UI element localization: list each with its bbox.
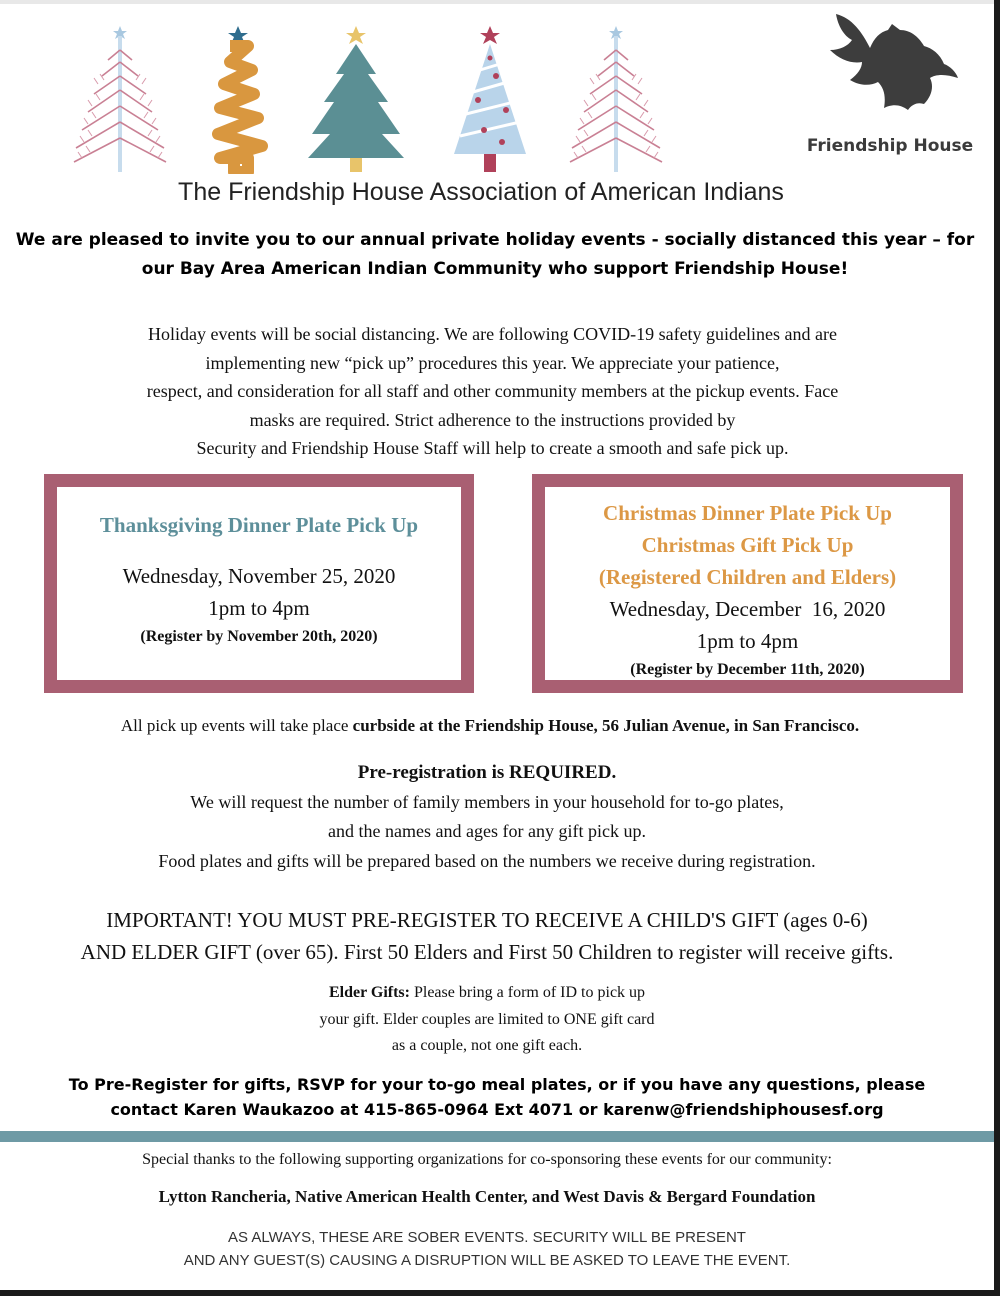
intro-line: respect, and consideration for all staff and other community members at the pickup events. Face <box>146 381 839 401</box>
preregistration-section <box>0 758 974 876</box>
preregistration-line: Food plates and gifts will be prepared based on the numbers we receive during registration. <box>158 850 816 871</box>
pink-feather-tree-icon <box>64 22 176 174</box>
location-line <box>0 716 980 736</box>
christmas-time: 1pm to 4pm <box>696 629 799 653</box>
christmas-title-line: (Registered Children and Elders) <box>598 565 897 589</box>
christmas-trees-illustration <box>60 22 800 180</box>
preregistration-required: Pre-registration is REQUIRED. <box>357 762 617 783</box>
invitation-line: We are pleased to invite you to our annual private holiday events - socially distanced this year – for <box>15 230 975 250</box>
intro-line: Security and Friendship House Staff will help to create a smooth and safe pick up. <box>196 438 789 458</box>
pink-feather-tree-icon <box>560 22 672 174</box>
special-thanks: Special thanks to the following supporting organizations for co-sponsoring these events for our community: <box>142 1151 832 1168</box>
elder-gifts-note <box>200 980 774 1060</box>
elder-gifts-line: as a couple, not one gift each. <box>391 1037 583 1054</box>
right-border <box>994 0 1000 1296</box>
location-prefix: All pick up events will take place <box>120 716 353 735</box>
sober-line: AND ANY GUEST(S) CAUSING A DISRUPTION WILL BE ASKED TO LEAVE THE EVENT. <box>183 1252 791 1269</box>
christmas-title-line: Christmas Dinner Plate Pick Up <box>603 501 892 525</box>
blue-star-tree-icon <box>440 22 540 174</box>
christmas-register-deadline: (Register by December 11th, 2020) <box>630 661 865 678</box>
invitation-heading <box>0 226 990 284</box>
teal-tree-icon <box>300 22 412 174</box>
elder-gifts-label: Elder Gifts: <box>328 984 410 1001</box>
sponsors-list: Lytton Rancheria, Native American Health Center, and West Davis & Bergard Foundation <box>158 1187 816 1206</box>
bottom-border <box>0 1290 1000 1296</box>
top-border <box>0 0 1000 4</box>
christmas-date: Wednesday, December 16, 2020 <box>609 597 886 621</box>
intro-line: masks are required. Strict adherence to the instructions provided by <box>249 409 736 430</box>
preregistration-line: and the names and ages for any gift pick up. <box>328 821 646 841</box>
thanksgiving-title: Thanksgiving Dinner Plate Pick Up <box>99 513 419 537</box>
christmas-event-box <box>532 474 963 693</box>
preregistration-line: We will request the number of family members in your household for to-go plates, <box>190 791 784 812</box>
thanksgiving-date: Wednesday, November 25, 2020 <box>122 564 396 588</box>
location-address: curbside at the Friendship House, 56 Julian Avenue, in San Francisco. <box>352 716 860 735</box>
thanksgiving-event-box <box>44 474 474 693</box>
intro-paragraph <box>80 320 905 463</box>
logo-text: Friendship House <box>806 136 974 156</box>
invitation-line: our Bay Area American Indian Community who support Friendship House! <box>141 259 849 279</box>
intro-line: implementing new “pick up” procedures this year. We appreciate your patience, <box>205 352 780 373</box>
elder-gifts-line: Please bring a form of ID to pick up <box>409 984 646 1001</box>
sober-line: AS ALWAYS, THESE ARE SOBER EVENTS. SECURITY WILL BE PRESENT <box>228 1229 746 1246</box>
eagle-icon <box>800 8 980 132</box>
divider-bar <box>0 1131 994 1142</box>
orange-zigzag-tree-icon <box>200 22 276 174</box>
elder-gifts-line: your gift. Elder couples are limited to ONE gift card <box>319 1010 655 1028</box>
sober-events-notice <box>0 1226 974 1272</box>
friendship-house-logo <box>800 8 980 168</box>
thanksgiving-time: 1pm to 4pm <box>208 596 310 620</box>
contact-line: contact Karen Waukazoo at 415-865-0964 Ext 4071 or karenw@friendshiphousesf.org <box>110 1100 884 1119</box>
important-notice <box>0 904 974 968</box>
intro-line: Holiday events will be social distancing. We are following COVID-19 safety guidelines and are <box>147 324 838 344</box>
organization-title: The Friendship House Association of American Indians <box>178 178 784 206</box>
christmas-title-line: Christmas Gift Pick Up <box>641 533 854 557</box>
important-line: IMPORTANT! YOU MUST PRE-REGISTER TO RECEIVE A CHILD'S GIFT (ages 0-6) <box>106 908 868 932</box>
contact-info <box>0 1072 994 1122</box>
thanksgiving-register-deadline: (Register by November 20th, 2020) <box>140 628 378 645</box>
contact-line: To Pre-Register for gifts, RSVP for your to-go meal plates, or if you have any questions, please <box>68 1075 926 1094</box>
important-line: AND ELDER GIFT (over 65). First 50 Elders and First 50 Children to register will receive gifts. <box>80 940 894 964</box>
christmas-title <box>545 497 950 593</box>
